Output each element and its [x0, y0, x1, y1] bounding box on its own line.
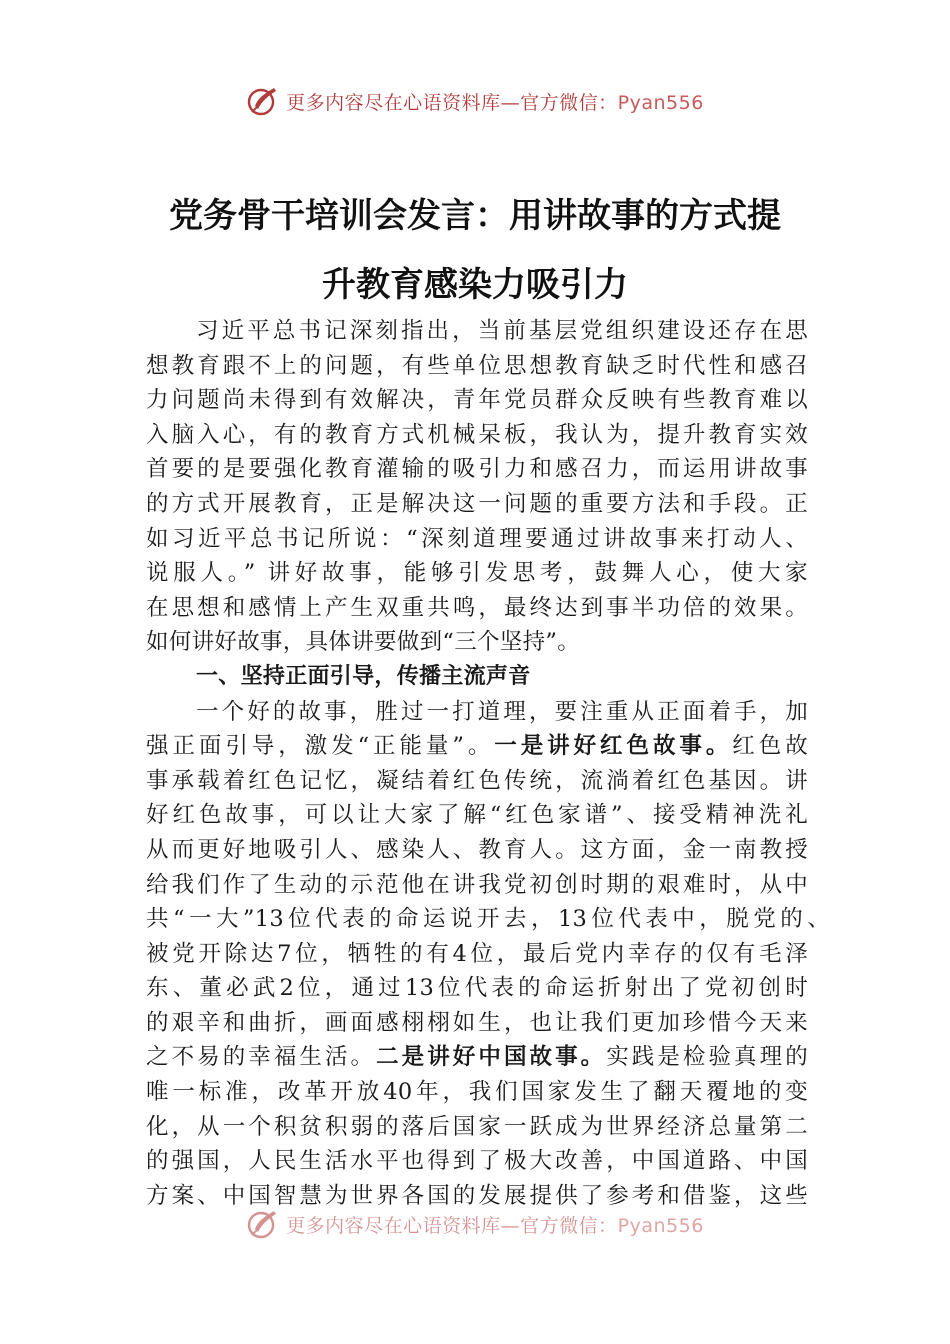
paragraph-line: 想教育跟不上的问题，有些单位思想教育缺乏时代性和感召 — [146, 352, 808, 379]
paragraph-line: 强正面引导，激发“正能量”。一是讲好红色故事。红色故 — [146, 733, 808, 760]
bold-phrase: 二是讲好中国故事。 — [376, 1044, 607, 1071]
paragraph-line: 被党开除达7位，牺牲的有4位，最后党内幸存的仅有毛泽 — [146, 940, 808, 967]
bold-phrase: 一是讲好红色故事。 — [494, 733, 733, 760]
paragraph-line: 的强国，人民生活水平也得到了极大改善，中国道路、中国 — [146, 1148, 808, 1175]
paragraph-line: 力问题尚未得到有效解决，青年党员群众反映有些教育难以 — [146, 387, 808, 414]
paragraph-line: 在思想和感情上产生双重共鸣，最终达到事半功倍的效果。 — [146, 594, 808, 621]
paragraph-line: 之不易的幸福生活。二是讲好中国故事。实践是检验真理的 — [146, 1044, 808, 1071]
document-title-line-2: 升教育感染力吸引力 — [322, 265, 628, 305]
pen-logo-icon — [246, 84, 280, 118]
paragraph-line: 化，从一个积贫积弱的落后国家一跃成为世界经济总量第二 — [146, 1113, 808, 1140]
watermark-text: 更多内容尽在心语资料库—官方微信：Pyan556 — [286, 1214, 704, 1237]
paragraph-line: 东、董必武2位，通过13位代表的命运折射出了党初创时 — [146, 975, 808, 1002]
pen-logo-icon — [246, 1207, 280, 1241]
paragraph-line: 首要的是要强化教育灌输的吸引力和感召力，而运用讲故事 — [146, 456, 808, 483]
paragraph-line: 好红色故事，可以让大家了解“红色家谱”、接受精神洗礼 — [146, 802, 808, 829]
paragraph-line: 的艰辛和曲折，画面感栩栩如生，也让我们更加珍惜今天来 — [146, 1009, 808, 1036]
header-watermark — [0, 84, 950, 118]
paragraph-line: 习近平总书记深刻指出，当前基层党组织建设还存在思 — [196, 318, 808, 344]
paragraph-line: 如习近平总书记所说：“深刻道理要通过讲故事来打动人、 — [146, 525, 808, 552]
paragraph-line: 的方式开展教育，正是解决这一问题的重要方法和手段。正 — [146, 490, 808, 517]
paragraph-line: 如何讲好故事，具体讲要做到“三个坚持”。 — [146, 629, 581, 656]
paragraph-line: 方案、中国智慧为世界各国的发展提供了参考和借鉴，这些 — [146, 1182, 808, 1209]
paragraph-line: 共“一大”13位代表的命运说开去，13位代表中，脱党的、 — [146, 906, 830, 933]
paragraph-line: 说服人。” 讲好故事，能够引发思考，鼓舞人心，使大家 — [146, 560, 808, 587]
document-body — [146, 314, 830, 1213]
section-heading: 一、坚持正面引导，传播主流声音 — [196, 663, 531, 689]
footer-watermark — [0, 1207, 950, 1241]
paragraph-line: 从而更好地吸引人、感染人、教育人。这方面，金一南教授 — [146, 836, 808, 863]
paragraph-line: 一个好的故事，胜过一打道理，要注重从正面着手，加 — [196, 698, 808, 725]
paragraph-line: 事承载着红色记忆，凝结着红色传统，流淌着红色基因。讲 — [146, 767, 808, 794]
paragraph-line: 给我们作了生动的示范他在讲我党初创时期的艰难时，从中 — [146, 871, 808, 898]
paragraph-line: 唯一标准，改革开放40年，我们国家发生了翻天覆地的变 — [146, 1079, 808, 1106]
paragraph-line: 入脑入心，有的教育方式机械呆板，我认为，提升教育实效 — [146, 421, 808, 448]
document-title-line-1: 党务骨干培训会发言：用讲故事的方式提 — [169, 196, 781, 236]
watermark-text: 更多内容尽在心语资料库—官方微信：Pyan556 — [286, 91, 704, 114]
